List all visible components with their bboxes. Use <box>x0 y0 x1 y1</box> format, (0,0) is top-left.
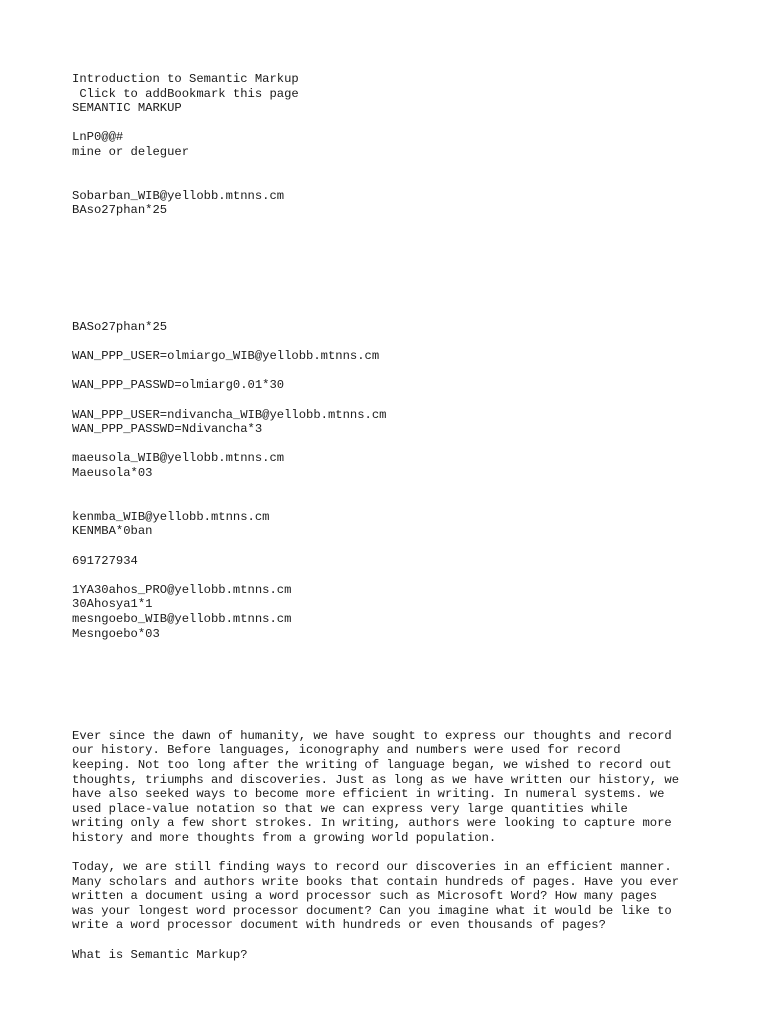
text-line: 691727934 <box>72 553 138 568</box>
text-line <box>72 247 732 262</box>
text-line: history and more thoughts from a growing world population. <box>72 830 497 845</box>
text-line: Mesngoebo*03 <box>72 626 160 641</box>
text-line: KENMBA*0ban <box>72 524 153 539</box>
text-line: used place-value notation so that we can express very large quantities while <box>72 801 628 816</box>
text-line: WAN_PPP_PASSWD=olmiarg0.01*30 <box>72 378 285 393</box>
text-line: mine or deleguer <box>72 144 190 159</box>
text-line <box>72 685 732 700</box>
text-line: was your longest word processor document? Can you imagine what it would be like to <box>72 903 672 918</box>
text-line <box>72 291 732 306</box>
text-line <box>72 218 732 233</box>
text-line: our history. Before languages, iconography and numbers were used for record <box>72 743 621 758</box>
text-line: write a word processor document with hundreds or even thousands of pages? <box>72 918 606 933</box>
text-line: BASo27phan*25 <box>72 320 168 335</box>
text-line: WAN_PPP_USER=olmiargo_WIB@yellobb.mtnns.cm <box>72 349 380 364</box>
text-line: Sobarban_WIB@yellobb.mtnns.cm <box>72 188 285 203</box>
text-line <box>72 641 732 656</box>
text-line: maeusola_WIB@yellobb.mtnns.cm <box>72 451 285 466</box>
text-line <box>72 481 732 496</box>
text-line <box>72 700 732 715</box>
text-line <box>72 539 732 554</box>
text-line <box>72 393 732 408</box>
text-line: BAso27phan*25 <box>72 203 168 218</box>
text-line: writing only a few short strokes. In writing, authors were looking to capture more <box>72 816 672 831</box>
text-line: kenmba_WIB@yellobb.mtnns.cm <box>72 509 270 524</box>
text-line <box>72 568 732 583</box>
text-line: mesngoebo_WIB@yellobb.mtnns.cm <box>72 611 292 626</box>
text-line <box>72 933 732 948</box>
document-body <box>72 72 732 962</box>
text-line <box>72 845 732 860</box>
text-line: Maeusola*03 <box>72 466 153 481</box>
text-line <box>72 174 732 189</box>
text-line: WAN_PPP_USER=ndivancha_WIB@yellobb.mtnns.cm <box>72 407 387 422</box>
text-line <box>72 160 732 175</box>
text-line <box>72 335 732 350</box>
text-line: LnP0@@# <box>72 130 124 145</box>
text-line: SEMANTIC MARKUP <box>72 101 182 116</box>
text-line: What is Semantic Markup? <box>72 947 248 962</box>
text-line <box>72 364 732 379</box>
text-line: Introduction to Semantic Markup <box>72 72 299 86</box>
text-line <box>72 276 732 291</box>
text-line: written a document using a word processor such as Microsoft Word? How many pages <box>72 889 658 904</box>
text-line: have also seeked ways to become more efficient in writing. In numeral systems. we <box>72 787 665 802</box>
text-line <box>72 437 732 452</box>
text-line: Ever since the dawn of humanity, we have sought to express our thoughts and record <box>72 728 672 743</box>
text-line <box>72 714 732 729</box>
text-line <box>72 262 732 277</box>
text-line: Click to addBookmark this page <box>72 86 299 101</box>
text-line: Today, we are still finding ways to record our discoveries in an efficient manner. <box>72 860 672 875</box>
text-line <box>72 495 732 510</box>
text-line: thoughts, triumphs and discoveries. Just as long as we have written our history, we <box>72 772 680 787</box>
text-line <box>72 116 732 131</box>
text-line <box>72 306 732 321</box>
text-line: 1YA30ahos_PRO@yellobb.mtnns.cm <box>72 582 292 597</box>
text-line: 30Ahosya1*1 <box>72 597 153 612</box>
text-line: WAN_PPP_PASSWD=Ndivancha*3 <box>72 422 263 437</box>
text-line: keeping. Not too long after the writing of language began, we wished to record out <box>72 757 672 772</box>
text-line <box>72 670 732 685</box>
text-line: Many scholars and authors write books that contain hundreds of pages. Have you ever <box>72 874 680 889</box>
text-line <box>72 656 732 671</box>
text-line <box>72 233 732 248</box>
